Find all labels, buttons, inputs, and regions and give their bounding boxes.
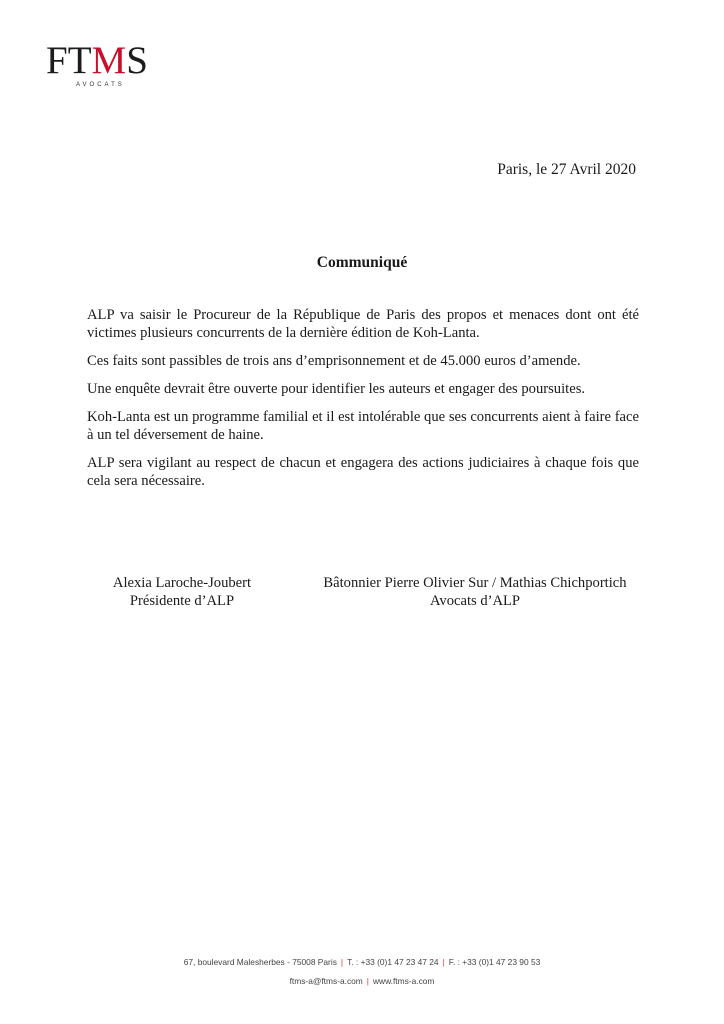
signature-right-role: Avocats d’ALP (429, 593, 521, 609)
paragraph: Koh-Lanta est un programme familial et il est intolérable que ses concurrents aient à faire face à un tel déversement de haine. (87, 409, 639, 443)
footer-line-1 (0, 953, 724, 972)
signature-right (310, 574, 640, 610)
footer-separator: | (340, 957, 344, 967)
footer-website[interactable]: www.ftms-a.com (372, 976, 435, 986)
document-title: Communiqué (316, 254, 408, 271)
paragraph: Ces faits sont passibles de trois ans d’emprisonnement et de 45.000 euros d’amende. (87, 353, 581, 369)
footer-phone: T. : +33 (0)1 47 23 47 24 (347, 957, 439, 967)
logo-subtitle: AVOCATS (76, 82, 125, 88)
signature-left-name: Alexia Laroche-Joubert (112, 575, 252, 591)
paragraph: ALP va saisir le Procureur de la République de Paris des propos et menaces dont ont été victimes plusieurs concurrents de la dernière édition de Koh-Lanta. (87, 307, 639, 341)
logo-letters-ft: FT (46, 39, 92, 82)
footer-fax: F. : +33 (0)1 47 23 90 53 (448, 957, 541, 967)
date-line: Paris, le 27 Avril 2020 (497, 161, 636, 178)
footer-address: 67, boulevard Malesherbes - 75008 Paris (183, 957, 337, 967)
signature-right-name: Bâtonnier Pierre Olivier Sur / Mathias Chichportich (323, 575, 627, 591)
footer-separator: | (366, 976, 369, 986)
footer-separator: | (442, 957, 445, 967)
ftms-logo (46, 38, 166, 94)
footer-line-2 (0, 972, 724, 991)
document-body (87, 306, 639, 500)
signature-left (92, 574, 272, 610)
logo-letter-s: S (126, 39, 148, 82)
logo-letter-m: M (91, 39, 127, 82)
paragraph: ALP sera vigilant au respect de chacun et engagera des actions judiciaires à chaque fois que cela sera nécessaire. (87, 455, 639, 489)
signature-left-role: Présidente d’ALP (129, 593, 235, 609)
logo-wordmark (46, 38, 148, 84)
page-footer (0, 953, 724, 991)
footer-email[interactable]: ftms-a@ftms-a.com (289, 976, 363, 986)
paragraph: Une enquête devrait être ouverte pour identifier les auteurs et engager des poursuites. (87, 381, 586, 397)
